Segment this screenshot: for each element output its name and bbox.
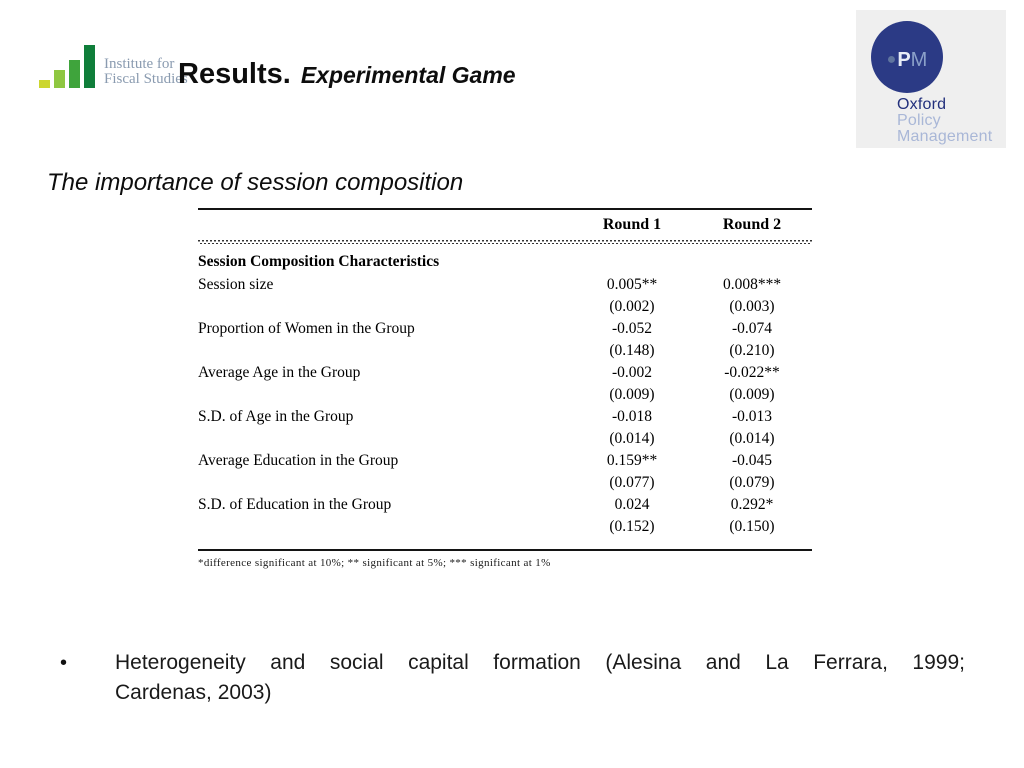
table-row [198, 296, 812, 318]
round1-value: -0.018 [611, 408, 653, 425]
row-label: S.D. of Education in the Group [198, 496, 392, 513]
round1-value: -0.052 [611, 320, 653, 337]
opm-word-management: Management [897, 128, 993, 145]
table-row [198, 274, 812, 296]
round1-se: (0.077) [609, 474, 655, 491]
table-row [198, 450, 812, 472]
table-row [198, 516, 812, 538]
opm-circle-icon [871, 21, 943, 93]
bullet-icon: • [60, 652, 68, 674]
ifs-bar-1 [39, 80, 50, 88]
ifs-bar-4 [84, 45, 95, 88]
opm-wordmark [897, 97, 992, 145]
round1-se: (0.148) [609, 342, 655, 359]
bullet-text [115, 648, 965, 708]
row-label: Average Age in the Group [198, 364, 361, 381]
round2-se: (0.014) [729, 430, 775, 447]
row-label: Session size [198, 276, 274, 293]
table-bottom-gap [198, 538, 812, 549]
round2-se: (0.003) [729, 298, 775, 315]
round1-value: 0.005** [606, 276, 658, 293]
results-table [198, 208, 812, 569]
round2-se: (0.079) [729, 474, 775, 491]
round1-value: 0.024 [614, 496, 650, 513]
ifs-bar-2 [54, 70, 65, 88]
round1-se: (0.002) [609, 298, 655, 315]
slide-subtitle: The importance of session composition [47, 169, 464, 196]
round1-se: (0.014) [609, 430, 655, 447]
round2-se: (0.210) [729, 342, 775, 359]
ifs-bar-chart-icon [39, 45, 95, 88]
ifs-bar-3 [69, 60, 80, 88]
row-label: Proportion of Women in the Group [198, 320, 415, 337]
row-label: Average Education in the Group [198, 452, 399, 469]
round2-value: -0.013 [731, 408, 773, 425]
round2-value: -0.074 [731, 320, 773, 337]
column-header-round1: Round 1 [602, 216, 662, 233]
bullet-text-line1: Heterogeneity and social capital formation (Alesina and La Ferrara, 1999; [115, 651, 965, 674]
opm-dot-icon: ● [886, 51, 897, 68]
round1-value: 0.159** [606, 452, 658, 469]
significance-footnote: *difference significant at 10%; ** significant at 5%; *** significant at 1% [198, 557, 551, 569]
bullet-text-line2: Cardenas, 2003) [115, 681, 272, 704]
table-row [198, 472, 812, 494]
ifs-logo [39, 45, 188, 88]
round1-value: -0.002 [611, 364, 653, 381]
round2-value: -0.045 [731, 452, 773, 469]
table-row [198, 384, 812, 406]
opm-letter-p: P [897, 49, 911, 71]
ifs-logo-line1: Institute for [104, 56, 175, 72]
table-row [198, 406, 812, 428]
table-section-header: Session Composition Characteristics [198, 253, 440, 270]
opm-word-policy: Policy [897, 112, 941, 129]
table-row [198, 494, 812, 516]
round2-se: (0.150) [729, 518, 775, 535]
opm-monogram [887, 50, 928, 70]
table-row [198, 318, 812, 340]
round1-se: (0.152) [609, 518, 655, 535]
table-row [198, 362, 812, 384]
round2-value: -0.022** [724, 364, 780, 381]
bullet-item [60, 648, 965, 708]
ifs-logo-text [104, 57, 188, 88]
round1-se: (0.009) [609, 386, 655, 403]
table-bottom-rule [198, 549, 812, 551]
table-header-row [198, 210, 812, 240]
title-main: Results. [178, 58, 291, 90]
round2-se: (0.009) [729, 386, 775, 403]
title-accent: Experimental Game [300, 62, 516, 88]
opm-letter-m: M [910, 49, 928, 71]
opm-logo [856, 10, 1006, 148]
table-row [198, 428, 812, 450]
table-row [198, 340, 812, 362]
column-header-round2: Round 2 [722, 216, 782, 233]
page-title [178, 58, 516, 91]
round2-value: 0.292* [730, 496, 774, 513]
row-label: S.D. of Age in the Group [198, 408, 354, 425]
opm-word-oxford: Oxford [897, 96, 947, 113]
ifs-logo-line2: Fiscal Studies [104, 71, 188, 87]
round2-value: 0.008*** [722, 276, 782, 293]
